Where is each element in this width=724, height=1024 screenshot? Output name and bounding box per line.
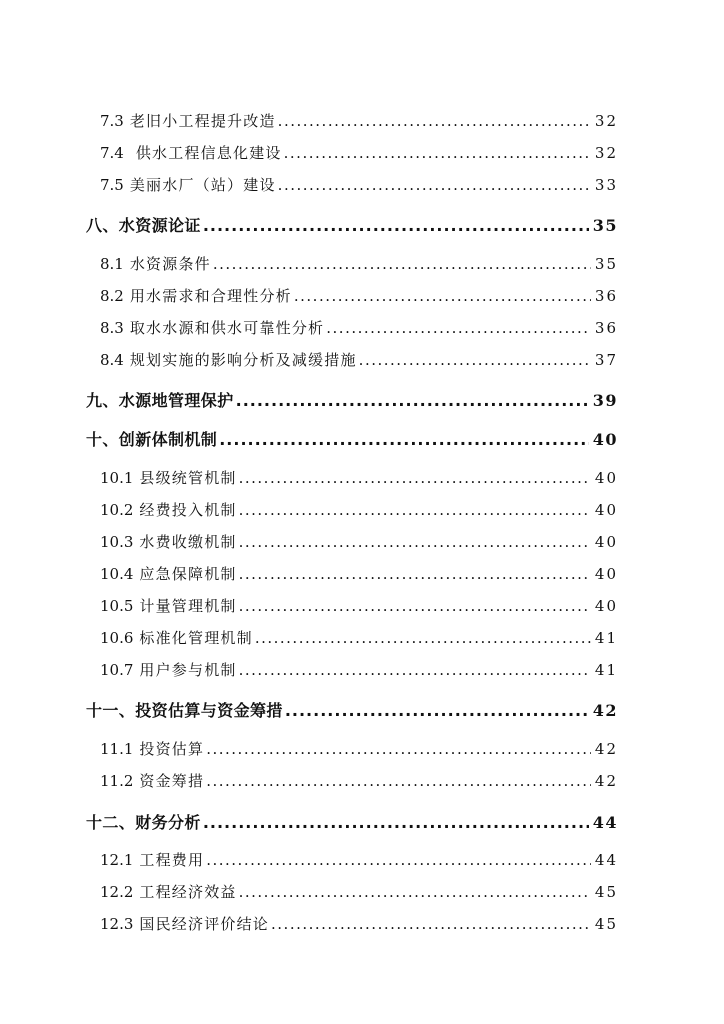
toc-page-number: 36: [594, 287, 618, 305]
toc-entry-12-3[interactable]: [100, 913, 618, 934]
toc-entry-title: 资金筹措: [139, 772, 205, 790]
toc-page-number: 40: [594, 501, 618, 519]
toc-page-number: 40: [594, 469, 618, 487]
toc-chapter-title: 九、水源地管理保护: [86, 391, 234, 410]
dot-leader: [239, 661, 591, 679]
toc-chapter-9[interactable]: [86, 388, 618, 411]
toc-section-number: 10.6: [100, 629, 134, 647]
toc-entry-label: [100, 881, 237, 902]
toc-entry-8-1[interactable]: [100, 253, 618, 274]
dot-leader: [239, 533, 591, 551]
toc-section-number: 11.2: [100, 772, 134, 790]
toc-entry-title: 经费投入机制: [139, 501, 237, 519]
dot-leader: [213, 255, 591, 273]
dot-leader: [285, 701, 589, 720]
toc-chapter-11[interactable]: [86, 698, 618, 721]
toc-page-number: 35: [592, 216, 618, 235]
dot-leader: [236, 391, 589, 410]
toc-entry-label: [100, 317, 324, 338]
toc-page-number: 42: [594, 740, 618, 758]
toc-page-number: 41: [594, 629, 618, 647]
toc-entry-title: 老旧小工程提升改造: [129, 112, 276, 130]
toc-entry-8-2[interactable]: [100, 285, 618, 306]
dot-leader: [206, 772, 591, 790]
toc-entry-title: 县级统管机制: [139, 469, 237, 487]
toc-page-number: 35: [594, 255, 618, 273]
toc-entry-10-2[interactable]: [100, 499, 618, 520]
toc-chapter-10[interactable]: [86, 427, 618, 450]
toc-entry-label: [100, 467, 237, 488]
toc-entry-label: [100, 595, 237, 616]
toc-chapter-title: 八、水资源论证: [86, 216, 201, 235]
toc-page-number: 44: [594, 851, 618, 869]
toc-entry-10-7[interactable]: [100, 659, 618, 680]
toc-section-number: 10.5: [100, 597, 134, 615]
dot-leader: [203, 216, 589, 235]
toc-entry-7-3[interactable]: [100, 110, 618, 131]
dot-leader: [239, 501, 591, 519]
toc-section-number: 7.3: [100, 112, 124, 130]
toc-entry-label: [100, 142, 282, 163]
dot-leader: [359, 351, 591, 369]
toc-entry-label: [100, 499, 237, 520]
toc-entry-12-2[interactable]: [100, 881, 618, 902]
toc-entry-label: [100, 285, 292, 306]
toc-page-number: 42: [592, 701, 618, 720]
toc-page-number: 32: [594, 112, 618, 130]
toc-section-number: 10.4: [100, 565, 134, 583]
toc-page-number: 44: [592, 813, 618, 832]
toc-page-number: 40: [594, 533, 618, 551]
toc-page-number: 33: [594, 176, 618, 194]
toc-page-number: 45: [594, 915, 618, 933]
toc-section-number: 7.4: [100, 144, 124, 162]
toc-section-number: 10.2: [100, 501, 134, 519]
toc-page-number: 40: [594, 597, 618, 615]
toc-entry-title: 应急保障机制: [139, 565, 237, 583]
toc-entry-title: 标准化管理机制: [139, 629, 253, 647]
toc-entry-8-4[interactable]: [100, 349, 618, 370]
toc-entry-label: [100, 849, 204, 870]
toc-entry-title: 水费收缴机制: [139, 533, 237, 551]
toc-entry-title: 水资源条件: [129, 255, 211, 273]
toc-chapter-8[interactable]: [86, 213, 618, 236]
toc-chapter-title: 十二、财务分析: [86, 813, 201, 832]
dot-leader: [278, 112, 591, 130]
toc-chapter-title: 十、创新体制机制: [86, 430, 218, 449]
toc-section-number: 12.2: [100, 883, 134, 901]
toc-page-number: 45: [594, 883, 618, 901]
toc-entry-10-4[interactable]: [100, 563, 618, 584]
toc-entry-label: [100, 563, 237, 584]
toc-entry-label: [100, 110, 276, 131]
toc-page-number: 36: [594, 319, 618, 337]
toc-chapter-title: 十一、投资估算与资金筹措: [86, 701, 283, 720]
toc-chapter-12[interactable]: [86, 810, 618, 833]
toc-entry-title: 工程费用: [139, 851, 205, 869]
toc-entry-10-3[interactable]: [100, 531, 618, 552]
toc-entry-label: [100, 913, 269, 934]
toc-entry-title: 取水水源和供水可靠性分析: [129, 319, 325, 337]
dot-leader: [239, 469, 591, 487]
toc-page-number: 37: [594, 351, 618, 369]
toc-section-number: 8.4: [100, 351, 124, 369]
toc-entry-label: [100, 349, 357, 370]
dot-leader: [255, 629, 591, 647]
toc-entry-title: 美丽水厂（站）建设: [129, 176, 276, 194]
toc-section-number: 10.1: [100, 469, 134, 487]
toc-entry-10-1[interactable]: [100, 467, 618, 488]
toc-entry-7-4[interactable]: [100, 142, 618, 163]
toc-entry-10-6[interactable]: [100, 627, 618, 648]
toc-page-number: 42: [594, 772, 618, 790]
toc-entry-11-1[interactable]: [100, 738, 618, 759]
toc-entry-8-3[interactable]: [100, 317, 618, 338]
toc-page-number: 40: [592, 430, 618, 449]
toc-section-number: 12.1: [100, 851, 134, 869]
toc-page-number: 41: [594, 661, 618, 679]
toc-entry-label: [100, 531, 237, 552]
dot-leader: [294, 287, 591, 305]
toc-page-number: 39: [592, 391, 618, 410]
dot-leader: [278, 176, 591, 194]
dot-leader: [271, 915, 591, 933]
toc-section-number: 12.3: [100, 915, 134, 933]
toc-entry-10-5[interactable]: [100, 595, 618, 616]
toc-entry-title: 国民经济评价结论: [139, 915, 270, 933]
dot-leader: [206, 851, 591, 869]
toc-page-number: 32: [594, 144, 618, 162]
dot-leader: [326, 319, 591, 337]
toc-entry-label: [100, 738, 204, 759]
toc-section-number: 8.3: [100, 319, 124, 337]
toc-entry-label: [100, 253, 211, 274]
toc-section-number: 10.3: [100, 533, 134, 551]
dot-leader: [239, 597, 591, 615]
toc-entry-title: 供水工程信息化建设: [129, 144, 282, 162]
dot-leader: [239, 565, 591, 583]
dot-leader: [206, 740, 591, 758]
toc-entry-12-1[interactable]: [100, 849, 618, 870]
toc-entry-label: [100, 770, 204, 791]
toc-entry-title: 规划实施的影响分析及减缓措施: [129, 351, 357, 369]
toc-page-number: 40: [594, 565, 618, 583]
dot-leader: [284, 144, 591, 162]
toc-section-number: 10.7: [100, 661, 134, 679]
toc-section-number: 8.1: [100, 255, 124, 273]
toc-entry-title: 用水需求和合理性分析: [129, 287, 292, 305]
toc-entry-title: 投资估算: [139, 740, 205, 758]
toc-entry-title: 工程经济效益: [139, 883, 237, 901]
toc-entry-7-5[interactable]: [100, 174, 618, 195]
dot-leader: [203, 813, 589, 832]
toc-section-number: 8.2: [100, 287, 124, 305]
dot-leader: [219, 430, 589, 449]
toc-entry-title: 计量管理机制: [139, 597, 237, 615]
toc-section-number: 7.5: [100, 176, 124, 194]
toc-entry-label: [100, 174, 276, 195]
toc-entry-11-2[interactable]: [100, 770, 618, 791]
toc-entry-title: 用户参与机制: [139, 661, 237, 679]
toc-section-number: 11.1: [100, 740, 134, 758]
dot-leader: [239, 883, 591, 901]
toc-entry-label: [100, 659, 237, 680]
toc-entry-label: [100, 627, 253, 648]
